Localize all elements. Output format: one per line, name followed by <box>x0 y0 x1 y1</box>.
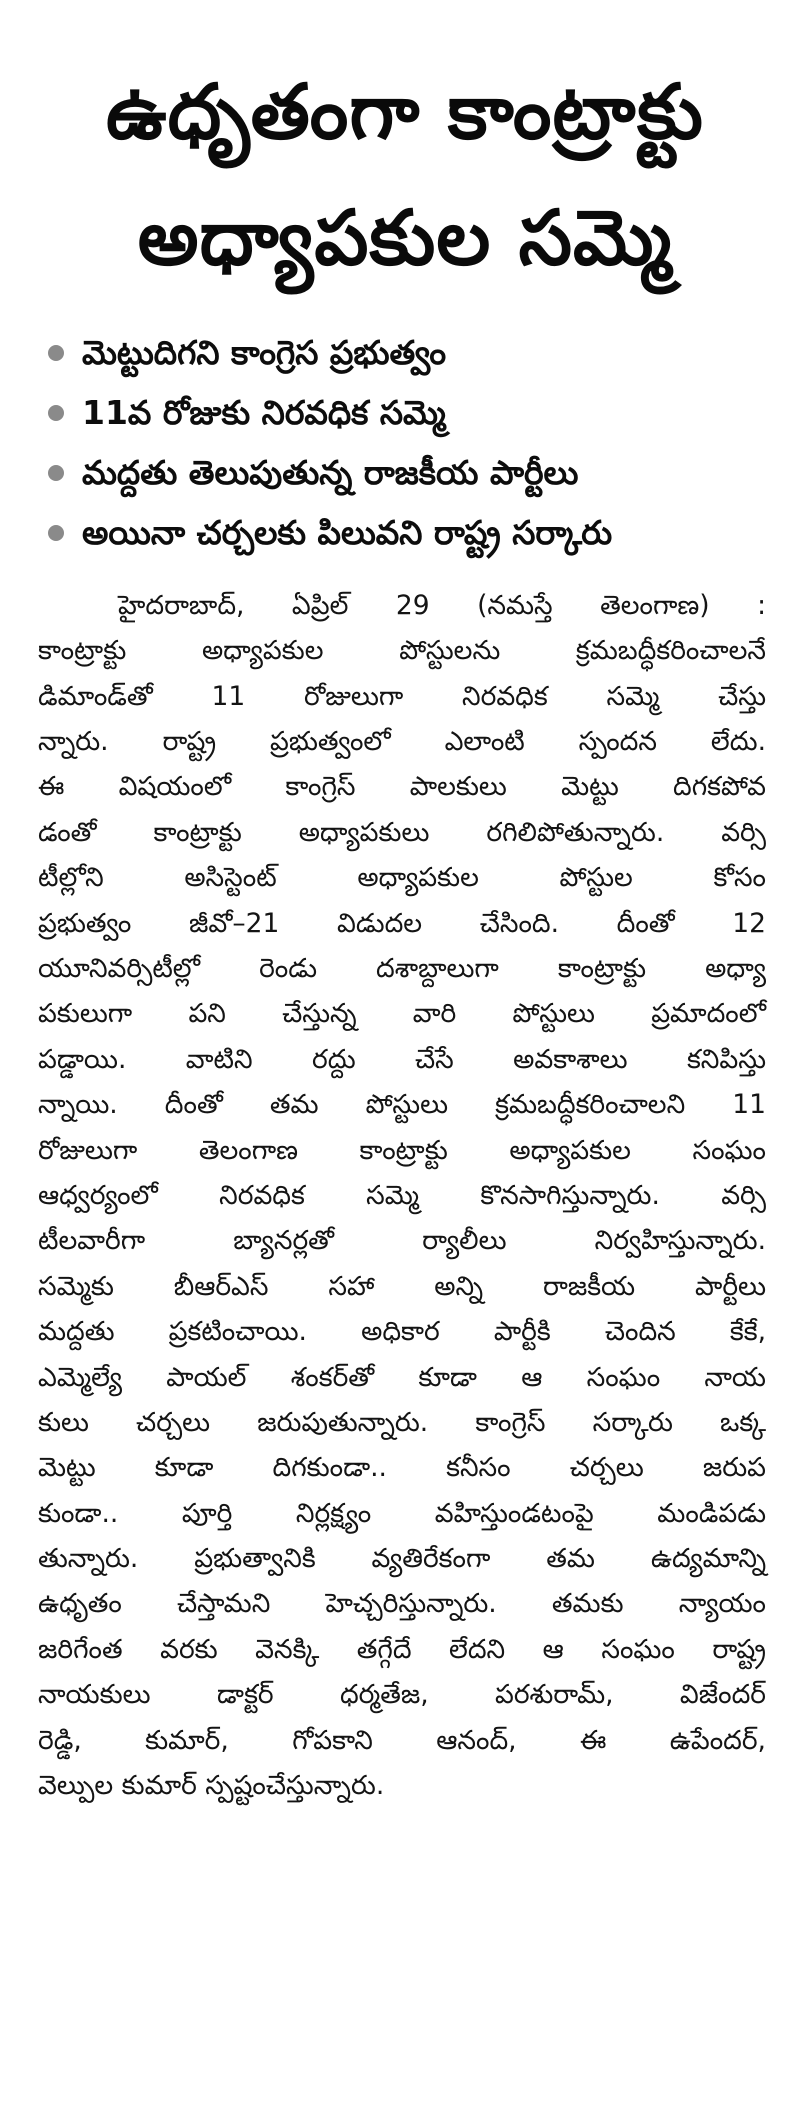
body-line: న్నాయి. దీంతో తమ పోస్టులు క్రమబద్ధీకరించాలని 11 <box>38 1089 766 1121</box>
dateline: హైదరాబాద్, ఏప్రిల్ 29 (నమస్తే తెలంగాణ) : <box>118 589 766 621</box>
body-line: రోజులుగా తెలంగాణ కాంట్రాక్టు అధ్యాపకుల సంఘం <box>38 1134 766 1166</box>
body-line: మద్దతు ప్రకటించాయి. అధికార పార్టీకి చెందిన కేకే, <box>38 1316 766 1348</box>
body-line: సమ్మెకు బీఆర్ఎస్ సహా అన్ని రాజకీయ పార్టీలు <box>38 1270 766 1302</box>
body-line: న్నారు. రాష్ట్ర ప్రభుత్వంలో ఎలాంటి స్పందన లేదు. <box>38 726 766 758</box>
body-line: వెల్పుల కుమార్ స్పష్టంచేస్తున్నారు. <box>38 1770 385 1802</box>
body-line: పడ్డాయి. వాటిని రద్దు చేసే అవకాశాలు కనిపిస్తు <box>38 1043 766 1075</box>
bullet-dot-icon <box>48 465 64 481</box>
bullet-dot-icon <box>48 525 64 541</box>
body-line: టీల్లోని అసిస్టెంట్ అధ్యాపకుల పోస్టుల కోసం <box>38 862 766 894</box>
highlight-text: మెట్టుదిగని కాంగ్రెస ప్రభుత్వం <box>82 332 447 372</box>
highlight-text: 11వ రోజుకు నిరవధిక సమ్మె <box>82 392 446 432</box>
body-line: పకులుగా పని చేస్తున్న వారి పోస్టులు ప్రమాదంలో <box>38 998 766 1030</box>
body-line: ఈ విషయంలో కాంగ్రెస్ పాలకులు మెట్టు దిగకపోవ <box>38 771 766 803</box>
body-line: కుండా.. పూర్తి నిర్లక్ష్యం వహిస్తుండటంపై మండిపడు <box>38 1497 766 1529</box>
highlights-list <box>0 323 800 563</box>
body-line: నాయకులు డాక్టర్ ధర్మతేజ, పరశురామ్, విజేందర్ <box>38 1679 766 1711</box>
body-line: డిమాండ్‌తో 11 రోజులుగా నిరవధిక సమ్మె చేస్తు <box>38 680 766 712</box>
highlight-text: అయినా చర్చలకు పిలువని రాష్ట్ర సర్కారు <box>82 512 613 552</box>
body-line: మెట్టు కూడా దిగకుండా.. కనీసం చర్చలు జరుప <box>38 1452 766 1484</box>
bullet-dot-icon <box>48 345 64 361</box>
body-line: టీలవారీగా బ్యానర్లతో ర్యాలీలు నిర్వహిస్తున్నారు. <box>38 1225 766 1257</box>
body-line: కాంట్రాక్టు అధ్యాపకుల పోస్టులను క్రమబద్ధీకరించాలనే <box>38 635 766 667</box>
headline-line-1: ఉధృతంగా కాంట్రాక్టు <box>106 67 704 157</box>
body-line: డంతో కాంట్రాక్టు అధ్యాపకులు రగిలిపోతున్నారు. వర్సి <box>38 816 766 848</box>
highlight-item <box>48 323 770 383</box>
highlight-item <box>48 383 770 443</box>
highlight-item <box>48 503 770 563</box>
body-line: కులు చర్చలు జరుపుతున్నారు. కాంగ్రెస్ సర్కారు ఒక్క <box>38 1406 766 1438</box>
headline-line-2: అధ్యాపకుల సమ్మె <box>137 193 673 283</box>
body-line: ఉధృతం చేస్తామని హెచ్చరిస్తున్నారు. తమకు న్యాయం <box>38 1588 766 1620</box>
body-line: జరిగేంత వరకు వెనక్కి తగ్గేదే లేదని ఆ సంఘం రాష్ట్ర <box>38 1633 766 1665</box>
body-line: ఎమ్మెల్యే పాయల్ శంకర్‌తో కూడా ఆ సంఘం నాయ <box>38 1361 766 1393</box>
bullet-dot-icon <box>48 405 64 421</box>
article-body <box>38 583 766 1809</box>
highlight-text: మద్దతు తెలుపుతున్న రాజకీయ పార్టీలు <box>82 452 579 492</box>
body-line: రెడ్డి, కుమార్, గోపకాని ఆనంద్, ఈ ఉపేందర్, <box>38 1724 766 1756</box>
body-line: తున్నారు. ప్రభుత్వానికి వ్యతిరేకంగా తమ ఉద్యమాన్ని <box>38 1543 766 1575</box>
highlight-item <box>48 443 770 503</box>
headline <box>0 21 800 301</box>
body-line: ఆధ్వర్యంలో నిరవధిక సమ్మె కొనసాగిస్తున్నారు. వర్సి <box>38 1179 766 1211</box>
body-line: ప్రభుత్వం జీవో–21 విడుదల చేసింది. దీంతో 12 <box>38 907 766 939</box>
body-line: యూనివర్సిటీల్లో రెండు దశాబ్దాలుగా కాంట్రాక్టు అధ్యా <box>38 953 766 984</box>
